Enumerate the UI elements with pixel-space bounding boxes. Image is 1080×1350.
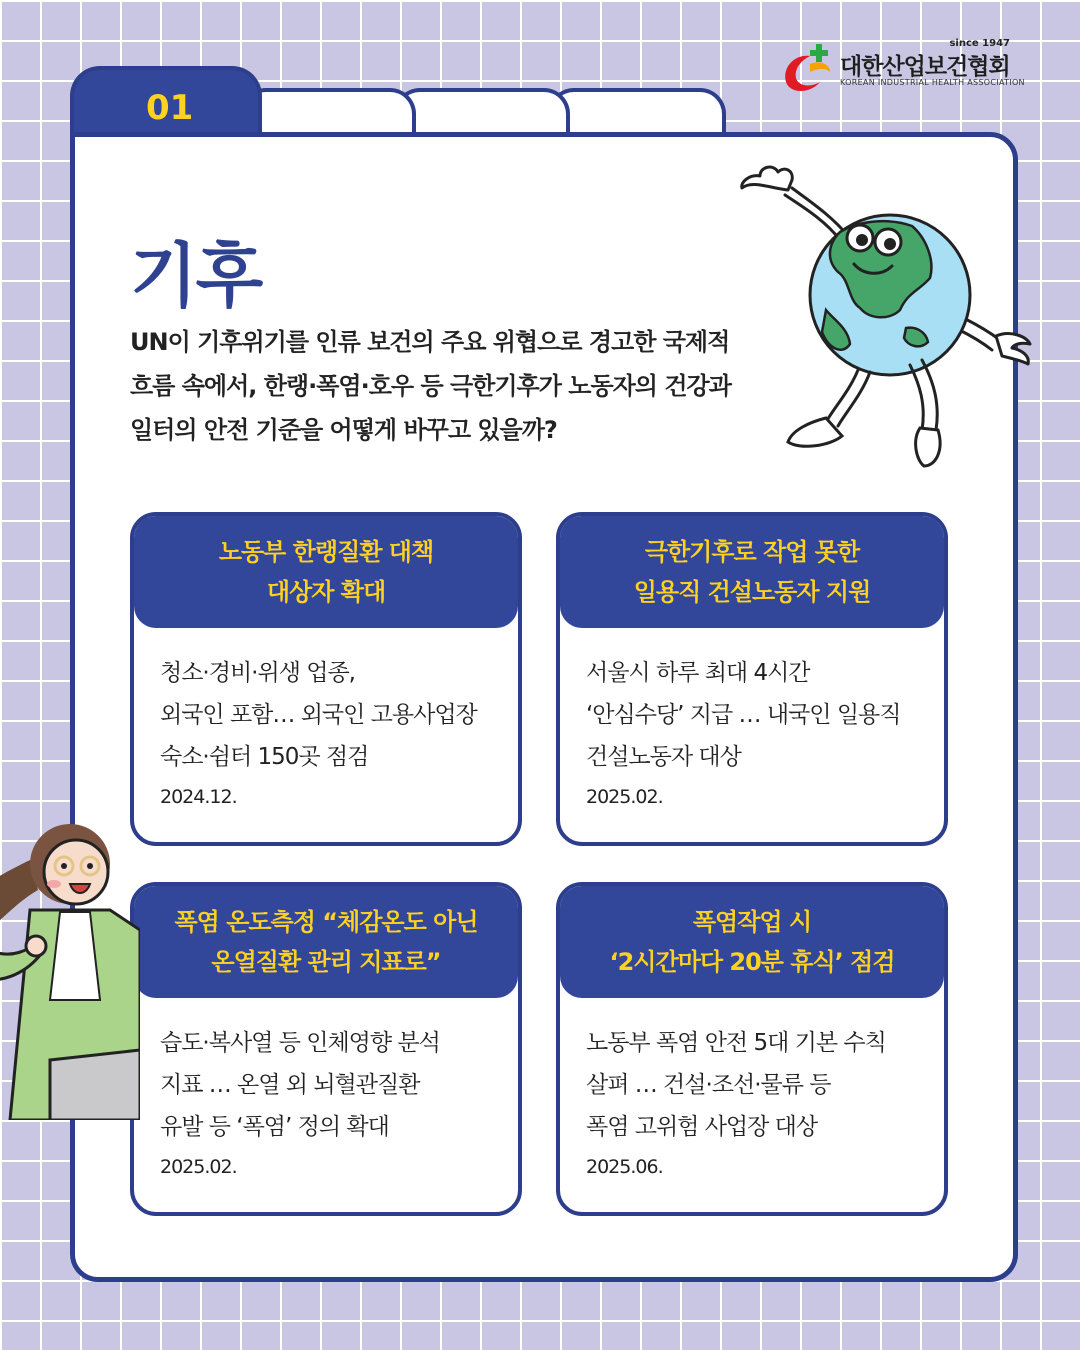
info-card-line: 서울시 하루 최대 4시간: [586, 660, 810, 686]
info-card-line: 노동부 폭염 안전 5대 기본 수칙: [586, 1030, 886, 1056]
intro-line: 흐름 속에서, 한랭·폭염·호우 등 극한기후가 노동자의 건강과: [130, 372, 731, 400]
info-card-header: [134, 516, 518, 628]
woman-illustration-icon: [0, 800, 140, 1120]
intro-line: 일터의 안전 기준을 어떻게 바꾸고 있을까?: [130, 416, 557, 444]
info-card-line: 유발 등 ‘폭염’ 정의 확대: [160, 1114, 389, 1140]
logo-icon: [780, 42, 838, 92]
info-card-heading-line: 대상자 확대: [266, 578, 386, 606]
globe-mascot-icon: [730, 160, 1040, 480]
info-card-line: 건설노동자 대상: [586, 744, 741, 770]
info-card-heading-line: ‘2시간마다 20분 휴식’ 점검: [609, 948, 895, 976]
info-card-date: 2025.02.: [160, 1156, 237, 1178]
logo-name: 대한산업보건협회: [840, 54, 1010, 80]
info-card-line: 숙소·쉼터 150곳 점검: [160, 744, 369, 770]
info-card-date: 2024.12.: [160, 786, 237, 808]
info-card-heading-line: 노동부 한랭질환 대책: [218, 538, 434, 566]
info-card-heading-line: 일용직 건설노동자 지원: [633, 578, 871, 606]
info-card-cold-illness: [130, 512, 522, 846]
info-card-line: 청소·경비·위생 업종,: [160, 660, 355, 686]
org-logo: [780, 38, 1025, 94]
info-card-day-laborer-support: [556, 512, 948, 846]
info-card-line: 습도·복사열 등 인체영향 분석: [160, 1030, 440, 1056]
info-card-line: ‘안심수당’ 지급 … 내국인 일용직: [586, 702, 901, 728]
info-card-header: [560, 886, 944, 998]
logo-english-name: KOREAN INDUSTRIAL HEALTH ASSOCIATION: [840, 78, 1025, 87]
info-card-body: [160, 1022, 508, 1148]
info-card-header: [134, 886, 518, 998]
intro-line: UN이 기후위기를 인류 보건의 주요 위협으로 경고한 국제적: [130, 328, 730, 356]
info-card-heading-line: 극한기후로 작업 못한: [644, 538, 860, 566]
section-number: 01: [146, 88, 194, 128]
info-card-heat-measurement: [130, 882, 522, 1216]
info-card-line: 살펴 … 건설·조선·물류 등: [586, 1072, 831, 1098]
intro-text: [130, 320, 770, 452]
info-card-body: [160, 652, 508, 778]
info-card-heading-line: 온열질환 관리 지표로”: [211, 948, 441, 976]
info-card-line: 폭염 고위험 사업장 대상: [586, 1114, 818, 1140]
logo-since: since 1947: [949, 38, 1010, 49]
info-card-heat-rest: [556, 882, 948, 1216]
page-title: 기후: [130, 235, 262, 317]
info-card-date: 2025.06.: [586, 1156, 663, 1178]
info-card-heading-line: 폭염 온도측정 “체감온도 아닌: [174, 908, 478, 936]
info-card-body: [586, 652, 934, 778]
info-card-date: 2025.02.: [586, 786, 663, 808]
info-card-heading-line: 폭염작업 시: [692, 908, 812, 936]
info-card-line: 외국인 포함… 외국인 고용사업장: [160, 702, 477, 728]
info-card-line: 지표 … 온열 외 뇌혈관질환: [160, 1072, 420, 1098]
info-card-header: [560, 516, 944, 628]
info-card-body: [586, 1022, 934, 1148]
